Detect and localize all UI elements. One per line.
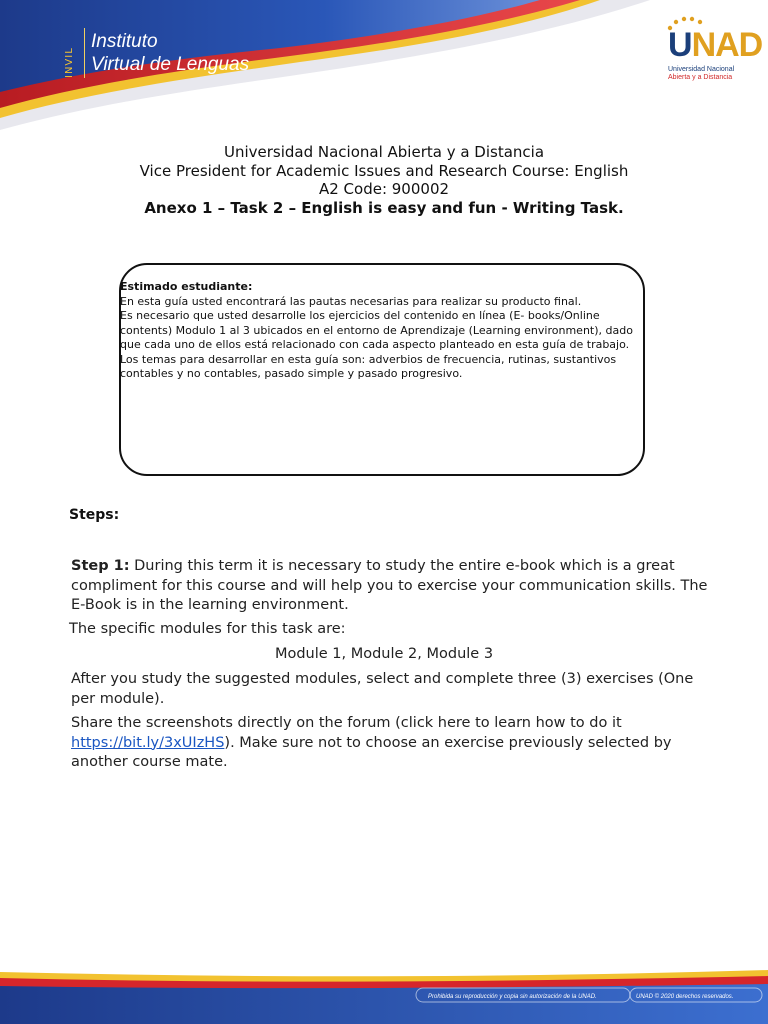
title-line-1: Universidad Nacional Abierta y a Distancia bbox=[223, 143, 545, 161]
notice-paragraph-2: Es necesario que usted desarrolle los ejercicios del contenido en línea (E- books/Online contents) Modulo 1 al 3 ubicados en el entorno de Aprendizaje (Learning environment), dado que cada uno de ellos está relacionado con cada aspecto planteado en esta guía de trabajo. bbox=[120, 309, 633, 351]
header-divider bbox=[84, 28, 85, 78]
notice-text bbox=[120, 280, 640, 382]
share-paragraph bbox=[71, 714, 721, 773]
logo-wordmark: UNAD bbox=[668, 26, 763, 64]
steps-heading: Steps: bbox=[69, 507, 120, 523]
after-study-paragraph: After you study the suggested modules, select and complete three (3) exercises (One per module). bbox=[71, 671, 694, 707]
step-1-label: Step 1: bbox=[71, 558, 130, 574]
footer-copyright-notice: Prohibida su reproducción y copia sin autorización de la UNAD. bbox=[428, 994, 597, 1000]
document-title bbox=[0, 143, 768, 217]
title-line-2: Vice President for Academic Issues and Research Course: English bbox=[139, 161, 629, 180]
institute-line-1: Instituto bbox=[91, 31, 158, 52]
logo-subtitle-1: Universidad Nacional bbox=[668, 66, 735, 73]
invil-tag: INVIL bbox=[64, 47, 75, 78]
share-text-before: Share the screenshots directly on the forum (click here to learn how to do it bbox=[71, 715, 622, 731]
notice-paragraph-1: En esta guía usted encontrará las pautas necesarias para realizar su producto final. bbox=[120, 294, 582, 308]
title-line-4: Anexo 1 – Task 2 – English is easy and fun - Writing Task. bbox=[144, 198, 624, 217]
share-text-after: ). Make sure not to choose an exercise previously selected by another course mate. bbox=[71, 734, 672, 770]
notice-paragraph-3: Los temas para desarrollar en esta guía son: adverbios de frecuencia, rutinas, sustantivos contables y no contables, pasado simple y pasado progresivo. bbox=[120, 352, 617, 380]
footer-banner bbox=[0, 968, 768, 1024]
step-1-text: During this term it is necessary to study the entire e-book which is a great compliment for this course and will help you to exercise your communication skills. The E-Book is in the learning environment. bbox=[71, 558, 708, 613]
institute-title bbox=[91, 30, 249, 76]
institute-line-2: Virtual de Lenguas bbox=[91, 54, 250, 75]
step-1-paragraph bbox=[71, 557, 721, 616]
header-banner bbox=[0, 0, 768, 140]
modules-intro: The specific modules for this task are: bbox=[69, 621, 346, 637]
tutorial-link[interactable]: https://bit.ly/3xUIzHS bbox=[71, 734, 225, 751]
unad-logo bbox=[662, 16, 762, 86]
title-line-3: A2 Code: 900002 bbox=[318, 180, 450, 198]
modules-list: Module 1, Module 2, Module 3 bbox=[274, 646, 494, 662]
logo-subtitle-2: Abierta y a Distancia bbox=[668, 74, 733, 81]
footer-rights: UNAD © 2020 derechos reservados. bbox=[636, 994, 734, 1000]
notice-heading: Estimado estudiante: bbox=[120, 280, 253, 293]
